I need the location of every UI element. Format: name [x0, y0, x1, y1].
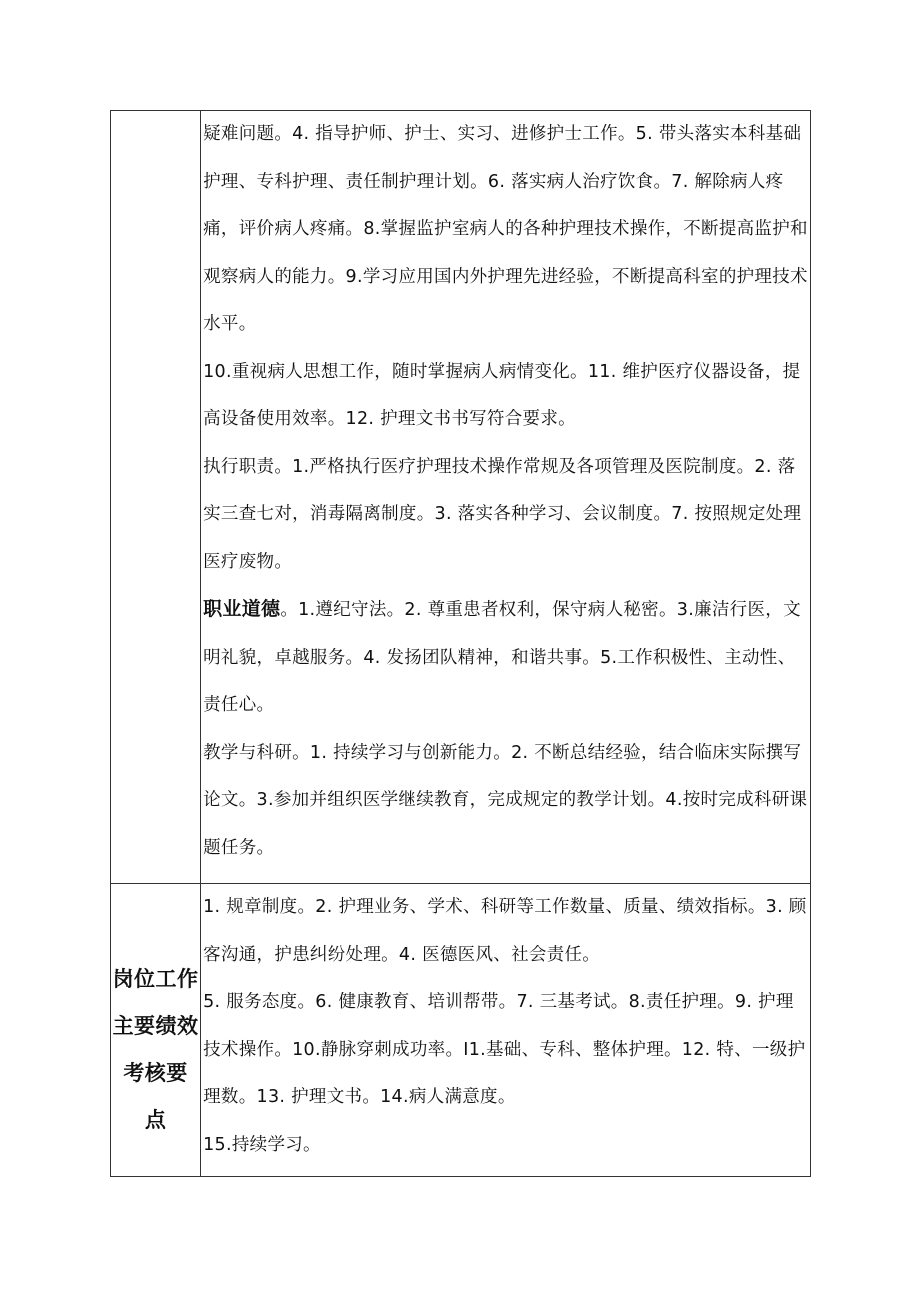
paragraph-text: 疑难问题。4. 指导护师、护士、实习、进修护士工作。5. 带头落实本科基础护理、专科护理、责任制护理计划。6. 落实病人治疗饮食。7. 解除病人疼痛，评价病人疼痛。8.掌握监护室病人的各种护理技术操作，不断提高监护和观察病人的能力。9.学习应用国内外护理先进经验，不断提高科室的护理技术水平。	[203, 124, 808, 334]
paragraph-lead: 职业道德	[203, 598, 281, 620]
label-line: 岗位工作	[112, 967, 199, 991]
paragraph-assessment-3	[203, 1122, 810, 1170]
paragraph-teaching-research	[203, 730, 810, 873]
assessment-row	[111, 884, 811, 1177]
paragraph-text: 5. 服务态度。6. 健康教育、培训帮带。7. 三基考试。8.责任护理。9. 护理技术操作。10.静脉穿刺成功率。I1.基础、专科、整体护理。12. 特、一级护理数。13. 护理文书。14.病人满意度。	[203, 992, 806, 1107]
duties-row	[111, 111, 811, 884]
paragraph-execution-duties	[203, 444, 810, 587]
paragraph-duties-continued	[203, 111, 810, 349]
paragraph-assessment-2	[203, 979, 810, 1122]
paragraph-text: 10.重视病人思想工作，随时掌握病人病情变化。11. 维护医疗仪器设备，提高设备使用效率。12. 护理文书书写符合要求。	[203, 361, 801, 429]
paragraph-text: 教学与科研。1. 持续学习与创新能力。2. 不断总结经验，结合临床实际撰写论文。3.参加并组织医学继续教育，完成规定的教学计划。4.按时完成科研课题任务。	[203, 742, 808, 858]
paragraph-text: 。1.遵纪守法。2. 尊重患者权利，保守病人秘密。3.廉洁行医，文明礼貌，卓越服务。4. 发扬团队精神，和谐共事。5.工作积极性、主动性、责任心。	[203, 600, 801, 715]
assessment-label-cell	[111, 884, 201, 1177]
paragraph-text: 1. 规章制度。2. 护理业务、学术、科研等工作数量、质量、绩效指标。3. 顾客沟通，护患纠纷处理。4. 医德医风、社会责任。	[203, 897, 807, 965]
label-line: 主要绩效	[112, 1014, 199, 1038]
assessment-content-cell	[201, 884, 811, 1177]
paragraph-professional-ethics	[203, 586, 810, 730]
paragraph-text: 15.持续学习。	[203, 1134, 321, 1155]
duties-content-cell	[201, 111, 811, 884]
label-line: 考核要	[123, 1061, 188, 1085]
label-line: 点	[144, 1108, 167, 1132]
paragraph-patient-care	[203, 349, 810, 444]
duties-table	[110, 110, 811, 1177]
row-label-cell	[111, 111, 201, 884]
paragraph-assessment-1	[203, 884, 810, 979]
paragraph-text: 执行职责。1.严格执行医疗护理技术操作常规及各项管理及医院制度。2. 落实三查七对，消毒隔离制度。3. 落实各种学习、会议制度。7. 按照规定处理医疗废物。	[203, 456, 802, 572]
assessment-label	[111, 916, 200, 1144]
